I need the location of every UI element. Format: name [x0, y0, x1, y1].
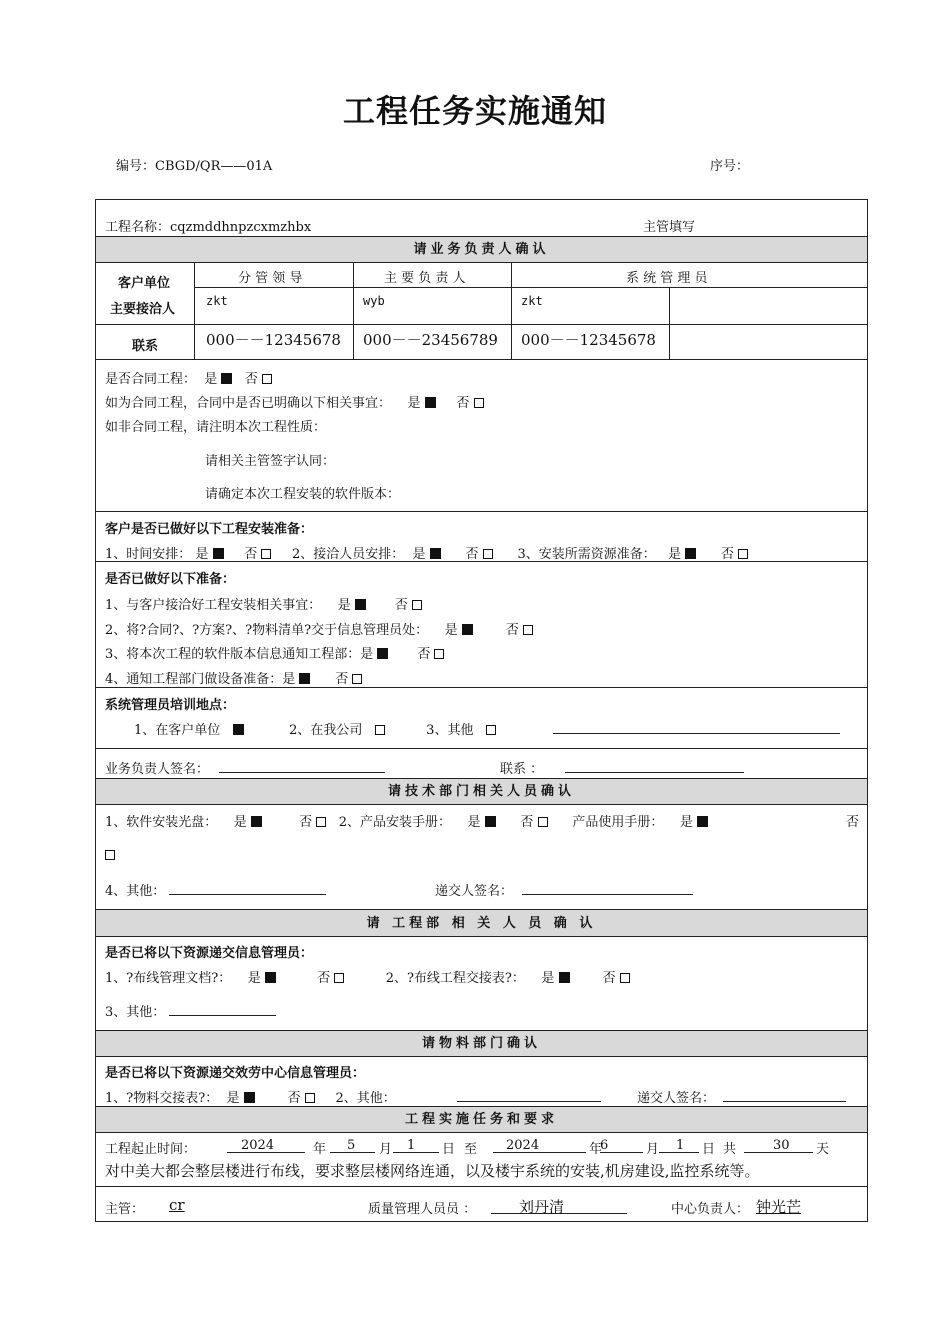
supervisor-fill-note: 主管填写 — [643, 220, 696, 235]
yes-checkbox[interactable] — [244, 1092, 255, 1103]
engineering-items: 1、?布线管理文档?： 是 否 2、?布线工程交接表?： 是 否 — [105, 967, 630, 986]
client-site-checkbox[interactable] — [233, 724, 244, 735]
ready-item-3: 3、将本次工程的软件版本信息通知工程部：是 否 — [105, 643, 444, 662]
division-leader-name: zkt — [206, 294, 228, 308]
no-checkbox[interactable] — [538, 817, 548, 827]
total-days: 30 — [773, 1138, 790, 1153]
document-title: 工程任务实施通知 — [342, 92, 607, 130]
no-checkbox[interactable] — [334, 973, 344, 983]
no-checkbox[interactable] — [305, 1093, 315, 1103]
yes-checkbox[interactable] — [377, 648, 388, 659]
software-version-prompt: 请确定本次工程安装的软件版本： — [205, 487, 401, 502]
end-month: 6 — [600, 1138, 609, 1153]
yes-checkbox[interactable] — [221, 373, 232, 384]
yes-checkbox[interactable] — [697, 816, 708, 827]
ready-header: 是否已做好以下准备： — [105, 572, 236, 587]
end-year: 2024 — [506, 1138, 540, 1153]
end-day: 1 — [676, 1138, 685, 1153]
materials-items: 1、?物料交接表?： 是 否 2、其他： — [105, 1091, 396, 1106]
yes-checkbox[interactable] — [425, 397, 436, 408]
no-checkbox[interactable] — [738, 549, 748, 559]
yes-checkbox[interactable] — [430, 548, 441, 559]
tech-sender-field[interactable] — [522, 894, 693, 895]
client-prep-header: 客户是否已做好以下工程安装准备： — [105, 522, 314, 537]
training-options: 1、在客户单位 2、在我公司 3、其他 — [134, 719, 496, 738]
task-description: 对中美大都会整层楼进行布线，要求整层楼网络连通，以及楼宇系统的安装,机房建设,监控系统等。 — [105, 1162, 760, 1180]
center-head-label: 中心负责人： — [671, 1202, 750, 1217]
section-tasks-header — [96, 1106, 867, 1132]
engineering-other-label: 3、其他： — [105, 1005, 166, 1020]
no-checkbox[interactable] — [352, 674, 362, 684]
project-name: 工程名称：cqzmddhnpzcxmzhbx — [105, 220, 312, 235]
start-month: 5 — [347, 1138, 356, 1153]
no-checkbox[interactable] — [262, 374, 272, 384]
no-checkbox[interactable] — [474, 398, 484, 408]
main-contact-label: 主要接洽人 — [110, 302, 176, 317]
materials-sender-label: 递交人签名： — [637, 1091, 716, 1106]
supervisor-signature-prompt: 请相关主管签字认同： — [205, 454, 336, 469]
section-business-title: 请业务负责人确认 — [413, 242, 550, 257]
section-engineering-header — [96, 909, 867, 936]
no-checkbox[interactable] — [316, 817, 326, 827]
our-company-checkbox[interactable] — [375, 725, 385, 735]
training-other-field[interactable] — [553, 733, 840, 734]
no-checkbox[interactable] — [105, 850, 115, 860]
business-owner-signature-label: 业务负责人签名： — [105, 762, 210, 777]
business-contact-label: 联系 ： — [500, 762, 544, 777]
qa-name: 刘丹清 — [519, 1198, 565, 1216]
col-division-leader: 分 管 领 导 — [238, 271, 303, 286]
no-checkbox[interactable] — [434, 649, 444, 659]
ready-item-4: 4、通知工程部门做设备准备：是 否 — [105, 668, 362, 687]
tech-sender-label: 递交人签名： — [435, 884, 514, 899]
training-header: 系统管理员培训地点： — [105, 698, 236, 713]
system-admin-name: zkt — [521, 294, 543, 308]
ready-item-1: 1、与客户接洽好工程安装相关事宜： 是 否 — [105, 594, 422, 613]
business-contact-field[interactable] — [565, 772, 744, 773]
no-checkbox[interactable] — [523, 625, 533, 635]
section-tech-title: 请技术部门相关人员确认 — [387, 784, 575, 799]
task-notice-form: 工程名称：cqzmddhnpzcxmzhbx 主管填写 请业务负责人确认 客户单位 主要接洽人 分 管 领 导 主 要 负 责 人 系 统 管 理 员 zkt wyb zkt 联系 000－－12345678 000－－23456789 000－－12345678 是否合同工程： 是 否 如为合同工程，合同中是否已明确以下相关事宜： 是 否 如非合同工程，请注明本次工程性质： 请相关主管签字认同： 请确定本次工程安装的软件版本： 客户是否已做好以下工程安装准备： 1、时间安排： 是 否 2、接洽人员安排： 是 否 3、安装所需资源准备： 是 否 是否已做好以下准备： 1、与客户接洽好工程安装相关事宜： 是 否 2、将?合同?、?方案?、?物料清单?交于信息管理员处： 是 否 3、将本次工程的软件版本信息通知工程部：是 否 4、通知工程部门做设备准备：是 否 系统管理员培训地点： 1、在客户单位 2、在我公司 3、其他 业务负责人签名： 联系 ： 请技术部门相关人员确认 1、软件安装光盘： 是 否 2、产品安装手册： 是 否 产品使用手册： 是 否 4、其他： 递交人签名： 请 工程部 相 关 人 员 确 认 是否已将以下资源递交信息管理员： 1、?布线管理文档?： 是 否 2、?布线工程交接表?： 是 否 3、其他： 请物料部门确认 是否已将以下资源递交效劳中心信息管理员： 1、?物料交接表?： 是 否 2、其他： 递交人签名： 工程实施任务和要求 工程起止时间： 2024 年 5 月 1 日 至 2024 年 6 月 1 日 共 30 天 对中美大都会整层楼进行布线，要求整层楼网络连通，以及楼宇系统的安装,机房建设,监控系统等。 主管： cr 质量管理人员员 ： 刘丹清 中心负责人： 钟光芒 — [95, 199, 868, 1222]
section-business-header — [96, 236, 867, 262]
yes-checkbox[interactable] — [265, 972, 276, 983]
yes-checkbox[interactable] — [251, 816, 262, 827]
materials-question: 是否已将以下资源递交效劳中心信息管理员： — [105, 1066, 366, 1081]
other-checkbox[interactable] — [486, 725, 496, 735]
no-checkbox[interactable] — [261, 549, 271, 559]
contact-phone-label: 联系 — [132, 339, 159, 354]
manager-name: cr — [169, 1196, 185, 1214]
section-tasks-title: 工程实施任务和要求 — [404, 1112, 558, 1127]
document-number: 编号：CBGD/QR——01A — [116, 159, 273, 174]
non-contract-question: 如非合同工程，请注明本次工程性质： — [105, 420, 327, 435]
client-prep-items: 1、时间安排： 是 否 2、接洽人员安排： 是 否 3、安装所需资源准备： 是 否 — [105, 543, 748, 562]
center-head-name: 钟光芒 — [756, 1198, 802, 1216]
col-system-admin: 系 统 管 理 员 — [626, 271, 708, 286]
yes-checkbox[interactable] — [213, 548, 224, 559]
tech-items: 1、软件安装光盘： 是 否 2、产品安装手册： 是 否 产品使用手册： 是 — [105, 811, 708, 830]
materials-sender-field[interactable] — [723, 1101, 846, 1102]
engineering-question: 是否已将以下资源递交信息管理员： — [105, 946, 314, 961]
start-day: 1 — [407, 1138, 416, 1153]
materials-other-field[interactable] — [457, 1101, 601, 1102]
section-engineering-title: 请 工程部 相 关 人 员 确 认 — [366, 916, 597, 931]
manager-label: 主管： — [105, 1202, 145, 1217]
is-contract-question: 是否合同工程： 是 否 — [105, 368, 272, 387]
start-year: 2024 — [241, 1138, 275, 1153]
qa-label: 质量管理人员员 ： — [368, 1202, 477, 1217]
sequence-number: 序号： — [710, 159, 750, 174]
yes-checkbox[interactable] — [685, 548, 696, 559]
system-admin-phone: 000－－12345678 — [521, 331, 656, 349]
yes-checkbox[interactable] — [462, 624, 473, 635]
client-unit-label: 客户单位 — [118, 276, 171, 291]
business-owner-signature-field[interactable] — [219, 772, 385, 773]
contract-matters-question: 如为合同工程，合同中是否已明确以下相关事宜： 是 否 — [105, 392, 484, 411]
col-main-responsible: 主 要 负 责 人 — [384, 271, 466, 286]
division-leader-phone: 000－－12345678 — [206, 331, 341, 349]
ready-item-2: 2、将?合同?、?方案?、?物料清单?交于信息管理员处： 是 否 — [105, 619, 533, 638]
yes-checkbox[interactable] — [559, 972, 570, 983]
section-materials-title: 请物料部门确认 — [421, 1036, 541, 1051]
section-tech-header — [96, 778, 867, 804]
no-checkbox[interactable] — [620, 973, 630, 983]
tech-other-field[interactable] — [169, 894, 326, 895]
yes-checkbox[interactable] — [485, 816, 496, 827]
no-checkbox[interactable] — [483, 549, 493, 559]
engineering-other-field[interactable] — [169, 1015, 276, 1016]
section-materials-header — [96, 1030, 867, 1056]
main-responsible-name: wyb — [363, 294, 385, 308]
tech-other-label: 4、其他： — [105, 884, 166, 899]
yes-checkbox[interactable] — [355, 599, 366, 610]
main-responsible-phone: 000－－23456789 — [363, 331, 498, 349]
no-checkbox[interactable] — [412, 600, 422, 610]
yes-checkbox[interactable] — [299, 673, 310, 684]
project-period-label: 工程起止时间： — [105, 1142, 197, 1157]
